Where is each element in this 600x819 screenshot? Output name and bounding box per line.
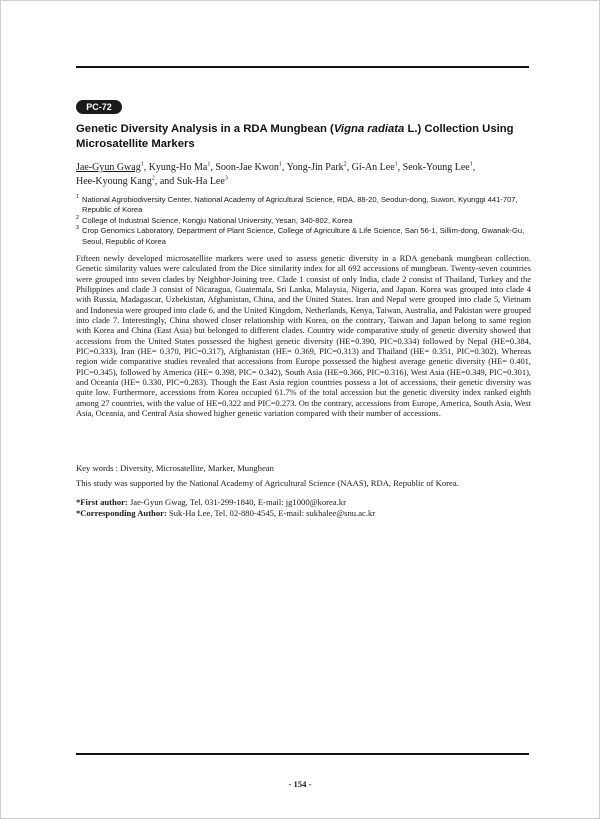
affiliation-text: National Agrobiodiversity Center, National Academy of Agricultural Science, RDA, 88-20, Seodun-dong, Suwon, Kyunggi 441-707, Republic of Korea	[82, 195, 518, 215]
affiliation-number: 2	[76, 214, 80, 221]
author-name: Suk-Ha Lee	[176, 176, 225, 187]
first-author-label: *First author:	[76, 497, 128, 507]
footer-rule	[76, 753, 529, 755]
author-separator: ,	[397, 162, 403, 173]
affiliation-item	[76, 195, 531, 216]
paper-title	[76, 122, 531, 152]
affiliation-number: 1	[76, 194, 80, 200]
affiliation-item	[76, 226, 531, 247]
author-affiliation-mark: 1	[469, 161, 473, 168]
affiliation-text: College of Industrial Science, Kongju National University, Yesan, 340-802, Korea	[82, 215, 353, 225]
contact-block	[76, 497, 531, 519]
author-affiliation-mark: 1	[278, 161, 282, 168]
header-rule	[76, 66, 529, 68]
author-affiliation-mark: 1	[140, 161, 144, 168]
keywords-line: Key words : Diversity, Microsatellite, Marker, Mungbean	[76, 463, 274, 473]
first-author-contact	[76, 497, 531, 508]
author-list	[76, 161, 531, 189]
title-species: Vigna radiata	[333, 123, 405, 135]
corresponding-author-details: Suk-Ha Lee, Tel. 02-880-4545, E-mail: sukhalee@snu.ac.kr	[166, 508, 376, 518]
author-name: Yong-Jin Park	[286, 162, 344, 173]
page-number: - 154 -	[288, 779, 312, 789]
author-name: Seok-Young Lee	[402, 162, 470, 173]
affiliation-item	[76, 216, 531, 226]
abstract-body: Fifteen newly developed microsatellite markers were used to assess genetic diversity in a RDA genebank mungbean collection. Genetic similarity values were calculated from the Dice similarity index for all 692 accessions of mungbean. Twenty-seven countries were grouped into seven clades by Neighbor-Joining tree. Clade 1 consist of only India, clade 2 consist of Thailand, Turkey and the Philippines and clade 3 consist of Nicaragua, Guatemala, Sri Lanka, Malaysia, Nigeria, and Japan. Korea was grouped into clade 4 with Russia, Madagascar, Uzbekistan, Afghanistan, China, and the United States. Iran and Nepal were grouped into clade 5, Vietnam and Indonesia were grouped into clade 6, and the United Kingdom, Netherlands, Kenya, Taiwan, Australia, and Pakistan were grouped into clade 7. Interestingly, China showed closer relationship with Korea, on the contrary, Taiwan and Japan belong to same region with Korea and China (East Asia) but belonged to different clades. Country wide comparative study of genetic diversity showed that accessions from the United States possessed the highest genetic diversity (HE=0.390, PIC=0.334) followed by Nepal (HE=0.384, PIC=0.333), Iran (HE= 0.370, PIC=0.317), Afghanistan (HE= 0.369, PIC=0.313) and Thailand (HE= 0.351, PIC=0.302). Whereas region wide comparative studies revealed that accessions from Europe possessed the highest average genetic diversity (HE= 0.401, PIC=0.345), followed by America (HE= 0.398, PIC= 0.342), South Asia (HE=0.366, PIC=0.316), West Asia (HE=0.349, PIC=0.301), and Oceania (HE= 0.330, PIC=0.283). Though the East Asia region countries possess a lot of accessions, their genetic diversity was quite low. Furthermore, accessions from Korea occupied 61.7% of the total accession but the genetic diversity index ranked eighth among 27 countries, with the value of HE=0.322 and PIC=0.273. On the contrary, accessions from Europe, America, South Asia, West Asia, Oceania, and Central Asia showed higher genetic variation compared with their number of accessions.	[76, 253, 531, 419]
author-affiliation-mark: 1	[207, 161, 211, 168]
author-separator: ,	[346, 162, 352, 173]
corresponding-author-label: *Corresponding Author:	[76, 508, 167, 518]
affiliation-list	[76, 195, 531, 247]
affiliation-number: 3	[76, 225, 80, 232]
author-affiliation-mark: 2	[343, 161, 347, 168]
funding-statement: This study was supported by the National Academy of Agricultural Science (NAAS), RDA, Republic of Korea.	[76, 478, 459, 488]
author-affiliation-mark: 1	[394, 161, 398, 168]
author-separator: ,	[472, 162, 476, 173]
author-separator: ,	[210, 162, 216, 173]
author-name: Hee-Kyoung Kang	[76, 176, 152, 187]
author-separator: ,	[281, 162, 287, 173]
corresponding-author-contact	[76, 508, 531, 519]
author-name: Soon-Jae Kwon	[215, 162, 279, 173]
author-separator: , and	[154, 176, 177, 187]
affiliation-text: Crop Genomics Laboratory, Department of Plant Science, College of Agriculture & Life Science, San 56-1, Sillim-dong, Gwanak-Gu, Seoul, Republic of Korea	[82, 226, 525, 246]
author-name: Kyung-Ho Ma	[148, 162, 208, 173]
author-separator: ,	[143, 162, 149, 173]
title-suffix: L.) Collection Using Microsatellite Markers	[76, 123, 514, 150]
session-badge: PC-72	[76, 100, 122, 114]
author-name: Jae-Gyun Gwag	[76, 162, 141, 173]
first-author-details: Jae-Gyun Gwag, Tel. 031-299-1840, E-mail: jg1000@korea.kr	[127, 497, 346, 507]
title-prefix: Genetic Diversity Analysis in a RDA Mungbean (	[76, 123, 334, 135]
author-affiliation-mark: 2	[151, 175, 155, 182]
author-name: Gi-An Lee	[351, 162, 395, 173]
author-affiliation-mark: 3	[224, 175, 228, 182]
